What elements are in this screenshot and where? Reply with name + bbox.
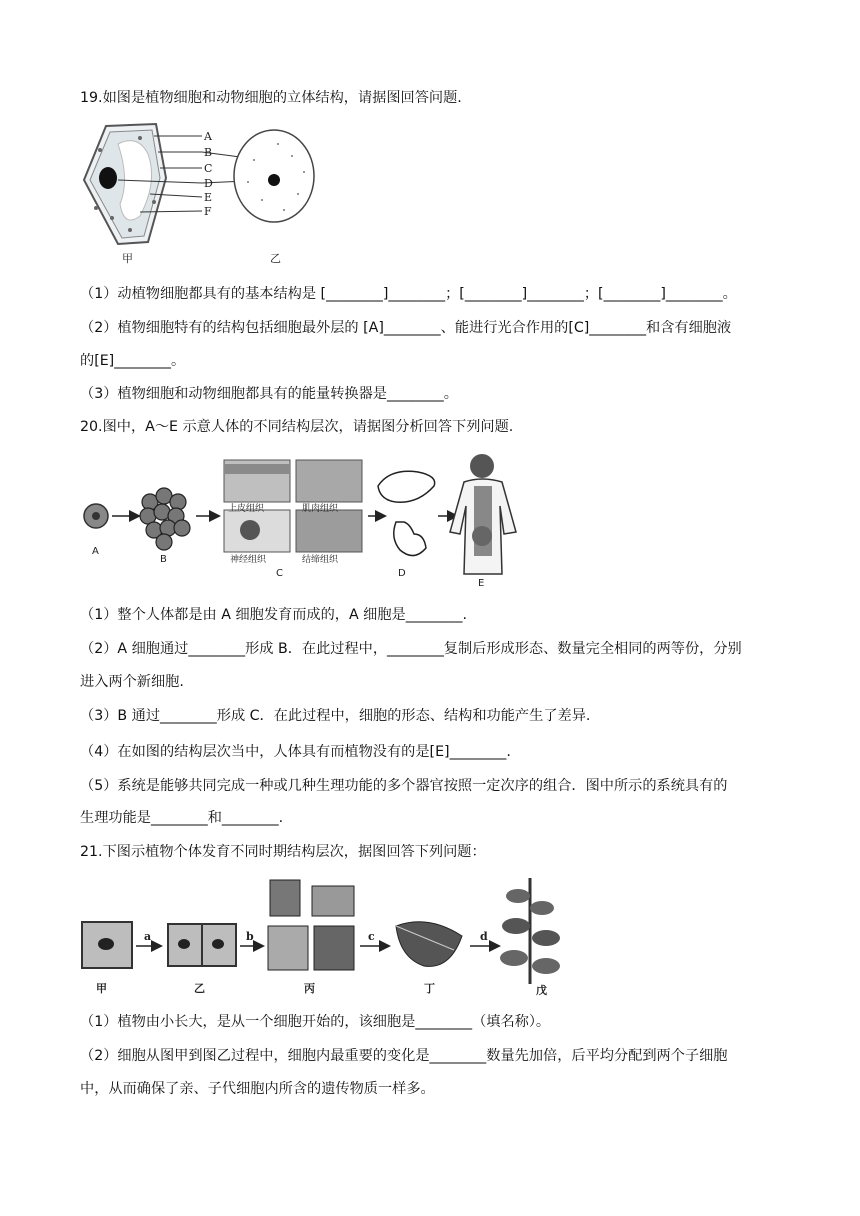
q19-part3: （3）植物细胞和动物细胞都具有的能量转换器是________。	[80, 386, 458, 402]
stage-label-a: A	[92, 546, 99, 557]
stage-yi-cells	[168, 924, 236, 966]
label-f: F	[204, 205, 212, 218]
animal-cell-diagram	[234, 130, 314, 222]
stage-label-e: E	[478, 578, 485, 589]
plant-animal-cell-figure	[78, 120, 338, 268]
caption-jia: 甲	[122, 252, 133, 265]
q20-part2-cont: 进入两个新细胞.	[80, 674, 184, 690]
stage-label-c: C	[276, 568, 283, 579]
plant-cell-diagram	[84, 124, 166, 244]
q20-part5: （5）系统是能够共同完成一种或几种生理功能的多个器官按照一定次序的组合．图中所示的系统具有的	[80, 778, 728, 794]
stage-a-cell	[84, 504, 108, 528]
stage-wu-plant	[500, 878, 560, 984]
q20-part1: （1）整个人体都是由 A 细胞发育而成的，A 细胞是________.	[80, 607, 467, 623]
q20-part5-cont: 生理功能是________和________.	[80, 810, 284, 826]
stage-jia-cell	[82, 922, 132, 968]
stage-label-yi: 乙	[194, 982, 205, 995]
q20-part2: （2）A 细胞通过________形成 B．在此过程中，________复制后形成形态、数量完全相同的两等份，分别	[80, 641, 742, 657]
arrow-label-b: b	[246, 930, 254, 943]
q20-part3: （3）B 通过________形成 C．在此过程中，细胞的形态、结构和功能产生了差异.	[80, 708, 591, 724]
q21-part2-cont: 中，从而确保了亲、子代细胞内所含的遗传物质一样多。	[80, 1081, 435, 1097]
label-d: D	[204, 177, 213, 190]
label-e: E	[204, 191, 213, 204]
stage-b-cells	[140, 488, 190, 550]
q21-part1: （1）植物由小长大，是从一个细胞开始的，该细胞是________（填名称）。	[80, 1014, 551, 1030]
arrow-label-a: a	[144, 930, 152, 943]
q19-part1: （1）动植物细胞都具有的基本结构是 [________]________；[________]________；[________]________。	[80, 286, 737, 302]
caption-yi: 乙	[270, 252, 281, 265]
stage-label-wu: 戊	[536, 984, 547, 997]
q21-part2: （2）细胞从图甲到图乙过程中，细胞内最重要的变化是________数量先加倍，后平均分配到两个子细胞	[80, 1048, 728, 1064]
stage-ding-leaf	[396, 922, 462, 967]
stage-label-ding: 丁	[424, 982, 435, 995]
q19-title: 19.如图是植物细胞和动物细胞的立体结构，请据图回答问题.	[80, 90, 462, 106]
q21-title: 21.下图示植物个体发育不同时期结构层次，据图回答下列问题：	[80, 844, 486, 860]
stage-e-human	[450, 454, 516, 574]
arrow-label-c: c	[368, 930, 375, 943]
stage-bing-tissues	[268, 880, 354, 970]
human-structure-levels-figure	[78, 450, 528, 590]
q20-title: 20.图中，A～E 示意人体的不同结构层次，请据图分析回答下列问题.	[80, 419, 514, 435]
label-a: A	[204, 130, 212, 143]
label-c: C	[204, 162, 213, 175]
plant-development-figure	[78, 874, 568, 1000]
stage-label-b: B	[160, 554, 167, 565]
q19-part2: （2）植物细胞特有的结构包括细胞最外层的 [A]________、能进行光合作用的[C]________和含有细胞液	[80, 320, 732, 336]
tissue-label-nerve: 神经组织	[230, 555, 267, 565]
tissue-label-muscle: 肌肉组织	[302, 504, 339, 514]
stage-label-bing: 丙	[304, 982, 315, 995]
arrow-label-d: d	[480, 930, 488, 943]
label-b: B	[204, 146, 213, 159]
tissue-label-epithelial: 上皮组织	[228, 504, 265, 514]
q20-part4: （4）在如图的结构层次当中，人体具有而植物没有的是[E]________.	[80, 744, 511, 760]
tissue-label-connective: 结缔组织	[302, 555, 339, 565]
stage-label-d: D	[398, 568, 406, 579]
stage-d-organs	[378, 471, 435, 555]
q19-part2-cont: 的[E]________。	[80, 353, 186, 369]
stage-label-jia: 甲	[96, 982, 107, 995]
